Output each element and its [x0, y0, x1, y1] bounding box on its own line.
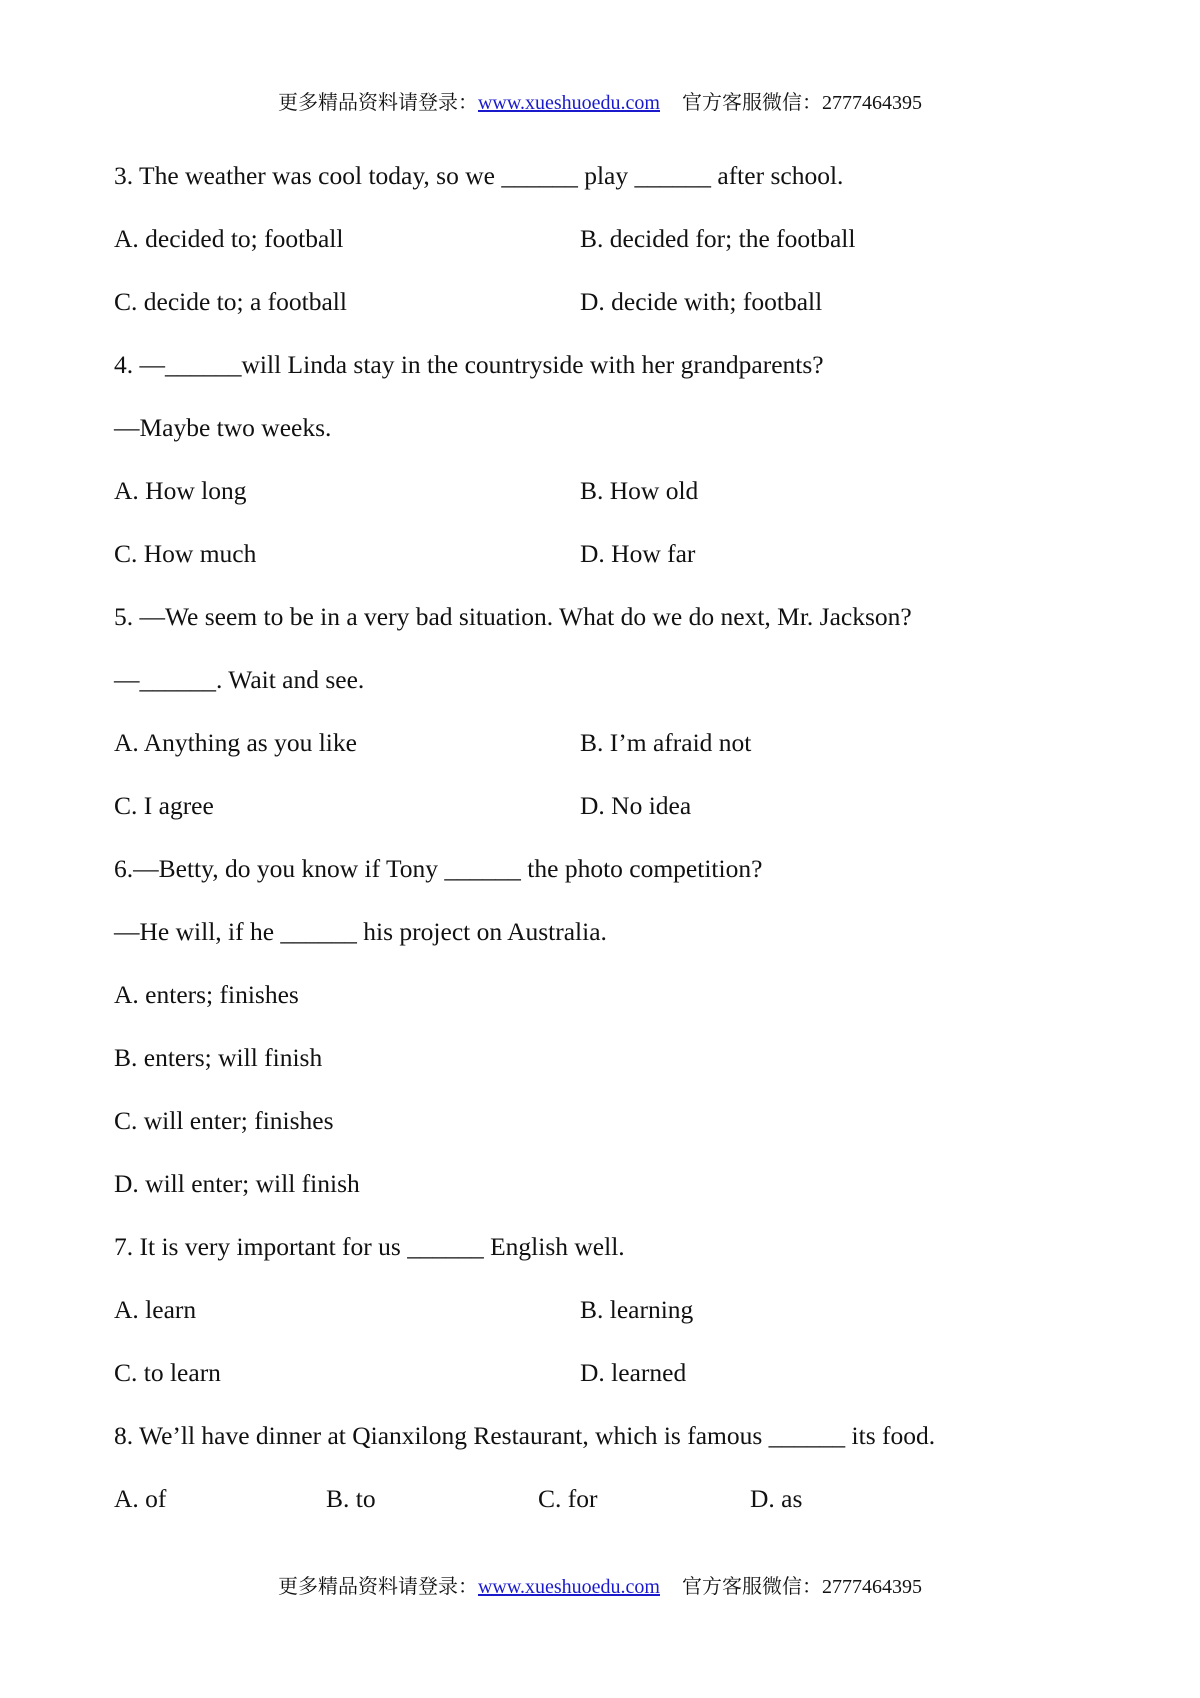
- page-header: [0, 86, 1200, 115]
- question-7-stem: 7. It is very important for us ______ English well.: [114, 1232, 625, 1261]
- question-6-option-a: A. enters; finishes: [114, 980, 299, 1009]
- question-5-options-row-1: [114, 717, 1094, 780]
- question-6-stem: 6.—Betty, do you know if Tony ______ the photo competition?: [114, 854, 763, 883]
- question-7-options-row-2: [114, 1347, 1094, 1410]
- header-service: 官方客服微信：2777464395: [682, 92, 922, 114]
- question-3-option-c: C. decide to; a football: [114, 287, 347, 316]
- question-4-stem: 4. —______will Linda stay in the countryside with her grandparents?: [114, 350, 824, 379]
- question-6-option-c: C. will enter; finishes: [114, 1106, 334, 1135]
- header-link[interactable]: www.xueshuoedu.com: [477, 92, 660, 114]
- question-6-option-d: D. will enter; will finish: [114, 1169, 360, 1198]
- question-7-option-c: C. to learn: [114, 1358, 221, 1387]
- question-5-option-c: C. I agree: [114, 791, 214, 820]
- question-8-option-b: B. to: [326, 1484, 376, 1513]
- question-5-option-a: A. Anything as you like: [114, 728, 357, 757]
- question-4-reply: —Maybe two weeks.: [114, 413, 332, 442]
- question-8-stem: 8. We’ll have dinner at Qianxilong Restaurant, which is famous ______ its food.: [114, 1421, 936, 1450]
- question-4-option-d: D. How far: [580, 539, 696, 568]
- footer-service: 官方客服微信：2777464395: [682, 1576, 922, 1598]
- question-3-stem: 3. The weather was cool today, so we ______ play ______ after school.: [114, 161, 844, 190]
- question-6-reply: —He will, if he ______ his project on Australia.: [114, 917, 607, 946]
- question-5-options-row-2: [114, 780, 1094, 843]
- question-5-option-d: D. No idea: [580, 791, 692, 820]
- question-6-option-b: B. enters; will finish: [114, 1043, 323, 1072]
- question-3-option-b: B. decided for; the football: [580, 224, 856, 253]
- question-list: [114, 150, 1094, 1536]
- question-4-options-row-2: [114, 528, 1094, 591]
- page-footer: [0, 1570, 1200, 1599]
- question-7-options-row-1: [114, 1284, 1094, 1347]
- footer-prefix: 更多精品资料请登录：: [277, 1576, 478, 1598]
- question-3-options-row-2: [114, 276, 1094, 339]
- question-8-option-c: C. for: [538, 1484, 598, 1513]
- question-4-option-b: B. How old: [580, 476, 699, 505]
- question-8-option-a: A. of: [114, 1484, 167, 1513]
- header-prefix: 更多精品资料请登录：: [277, 92, 478, 114]
- question-3-options-row-1: [114, 213, 1094, 276]
- question-3-option-a: A. decided to; football: [114, 224, 344, 253]
- question-7-option-a: A. learn: [114, 1295, 197, 1324]
- question-3-option-d: D. decide with; football: [580, 287, 823, 316]
- footer-link[interactable]: www.xueshuoedu.com: [477, 1576, 660, 1598]
- question-5-option-b: B. I’m afraid not: [580, 728, 752, 757]
- question-4-option-a: A. How long: [114, 476, 247, 505]
- question-4-options-row-1: [114, 465, 1094, 528]
- question-5-stem: 5. —We seem to be in a very bad situation. What do we do next, Mr. Jackson?: [114, 602, 912, 631]
- question-8-options-row: [114, 1473, 1094, 1536]
- question-7-option-d: D. learned: [580, 1358, 687, 1387]
- question-5-reply: —______. Wait and see.: [114, 665, 365, 694]
- question-7-option-b: B. learning: [580, 1295, 694, 1324]
- question-4-option-c: C. How much: [114, 539, 257, 568]
- question-8-option-d: D. as: [750, 1484, 803, 1513]
